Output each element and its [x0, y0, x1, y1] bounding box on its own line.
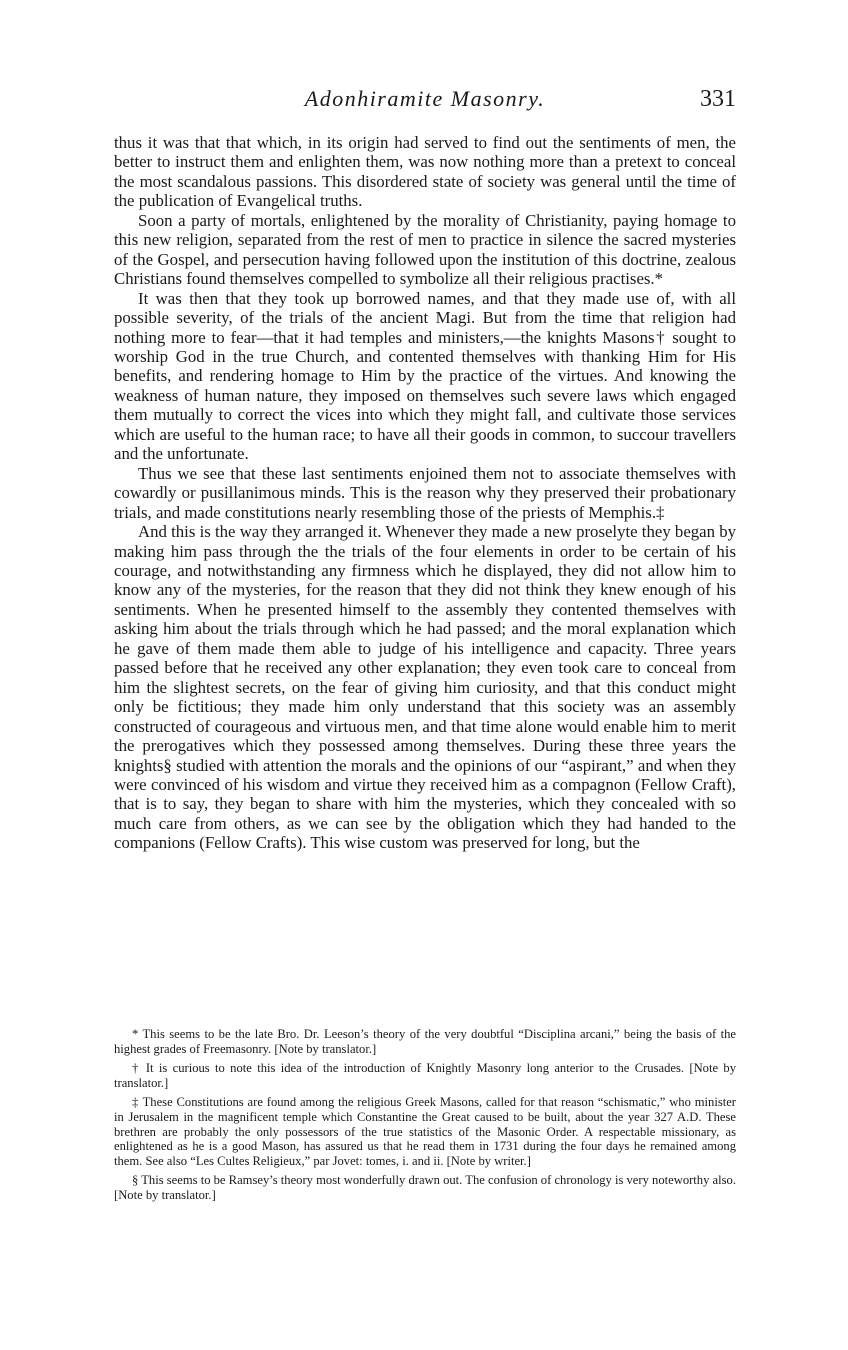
footnote: § This seems to be Ramsey’s theory most wonderfully drawn out. The confusion of chronology is very noteworthy also. [Note by translator.] — [114, 1173, 736, 1202]
running-title: Adonhiramite Masonry. — [304, 86, 546, 111]
footnote: † It is curious to note this idea of the introduction of Knightly Masonry long anterior to the Crusades. [Note by translator.] — [114, 1061, 736, 1090]
footnotes — [114, 1027, 736, 1208]
paragraph: And this is the way they arranged it. Whenever they made a new proselyte they began by making him pass through the the trials of the four elements in order to be certain of his courage, and notwithstanding any firmness which he displayed, they did not allow him to know any of the mysteries, for the reason that they did not think they knew enough of his sentiments. When he presented himself to the assembly they contented themselves with asking him about the trials through which he had passed; and the moral explanation which he gave of them made them able to judge of his intelligence and capacity. Three years passed before that he received any other explanation; they even took care to conceal from him the slightest secrets, on the fear of giving him curiosity, and that this conduct might only be fictitious; they made him only understand that this society was an assembly constructed of courageous and virtuous men, and that time alone would enable him to merit the prerogatives which they possessed among themselves. During these three years the knights§ studied with attention the morals and the opinions of our “aspirant,” and when they were convinced of his wisdom and virtue they received him as a compagnon (Fellow Craft), that is to say, they began to share with him the mysteries, which they concealed with so much care from others, as we can see by the obligation which they had handed to the companions (Fellow Crafts). This wise custom was preserved for long, but the — [114, 522, 736, 853]
footnote: * This seems to be the late Bro. Dr. Leeson’s theory of the very doubtful “Disciplina arcani,” being the basis of the highest grades of Freemasonry. [Note by translator.] — [114, 1027, 736, 1056]
body-text — [114, 133, 736, 853]
paragraph-continuation: thus it was that that which, in its origin had served to find out the sentiments of men, the better to instruct them and enlighten them, was now nothing more than a pretext to conceal the most scandalous passions. This disordered state of society was general until the time of the publication of Evangelical truths. — [114, 133, 736, 211]
page-header — [114, 86, 736, 118]
footnote: ‡ These Constitutions are found among the religious Greek Masons, called for that reason “schismatic,” who minister in Jerusalem in the magnificent temple which Constantine the Great caused to be built, about the year 327 A.D. These brethren are probably the only possessors of the true statistics of the Masonic Order. A respectable missionary, as enlightened as he is a good Mason, has assured us that he read them in 1731 during the four days he remained among them. See also “Les Cultes Religieux,” par Jovet: tomes, i. and ii. [Note by writer.] — [114, 1095, 736, 1168]
paragraph: Soon a party of mortals, enlightened by the morality of Christianity, paying homage to this new religion, separated from the rest of men to practice in silence the sacred mysteries of the Gospel, and persecution having followed upon the institution of this doctrine, zealous Christians found themselves compelled to symbolize all their religious practises.* — [114, 210, 736, 289]
page-number: 331 — [700, 86, 736, 112]
paragraph: It was then that they took up borrowed names, and that they made use of, with all possible severity, of the trials of the ancient Magi. But from the time that religion had nothing more to fear—that it had temples and ministers,—the knights Masons† sought to worship God in the true Church, and contented themselves with thanking Him for His benefits, and rendering homage to Him by the practice of the virtues. And knowing the weakness of human nature, they imposed on themselves such severe laws which engaged them mutually to correct the vices into which they might fall, and cultivate those services which are useful to the human race; to have all their goods in common, to succour travellers and the unfortunate. — [114, 288, 736, 464]
paragraph: Thus we see that these last sentiments enjoined them not to associate themselves with cowardly or pusillanimous minds. This is the reason why they preserved their probationary trials, and made constitutions nearly resembling those of the priests of Memphis.‡ — [114, 463, 736, 522]
